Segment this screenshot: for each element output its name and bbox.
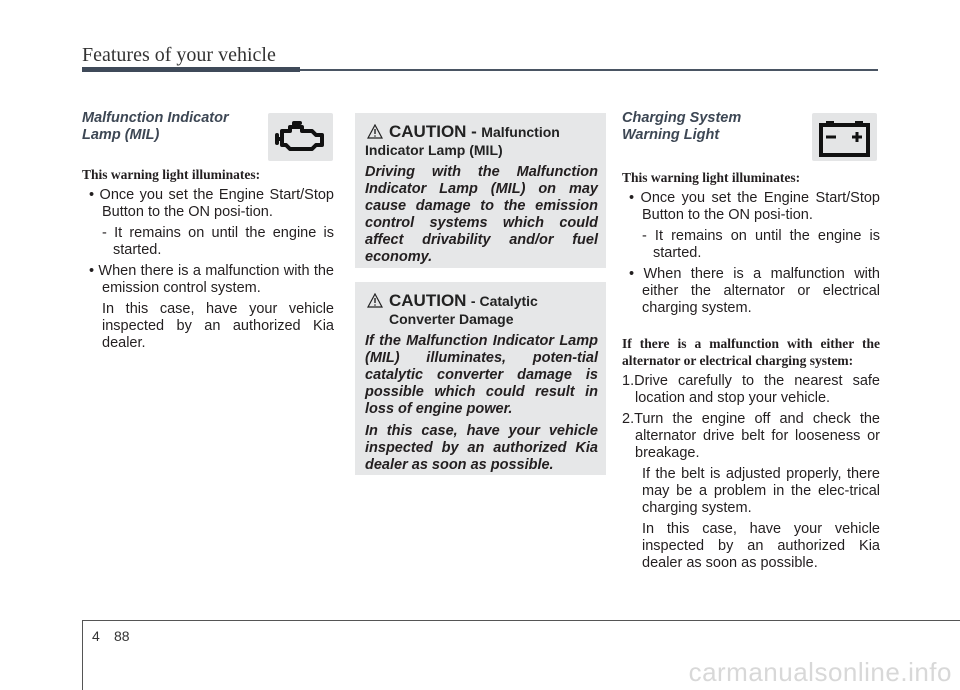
battery-icon <box>812 113 877 161</box>
mil-bullet-1: • Once you set the Engine Start/Stop Button to the ON posi-tion. <box>89 187 335 220</box>
charging-bullet-1: • Once you set the Engine Start/Stop Button to the ON posi-tion. <box>629 190 881 223</box>
charging-section <box>622 110 880 572</box>
charging-bullet-1-text: Once you set the Engine Start/Stop Button to the ON posi-tion. <box>640 190 881 223</box>
engine-check-icon <box>268 113 333 161</box>
mil-title-line2: Lamp (MIL) <box>82 127 160 143</box>
mil-lead: This warning light illuminates: <box>82 167 261 182</box>
charging-step-2: 2.Turn the engine off and check the alternator drive belt for looseness or breakage. <box>622 411 880 461</box>
caution-2-body-2: In this case, have your vehicle inspected by an authorized Kia dealer as soon as possible. <box>365 423 598 473</box>
charging-lead: This warning light illuminates: <box>622 170 801 185</box>
mil-bullet-2: • When there is a malfunction with the emission control system. <box>89 263 334 296</box>
warning-triangle-icon <box>367 124 383 139</box>
charging-bullet-2: • When there is a malfunction with either the alternator or electrical charging system. <box>629 266 880 316</box>
caution-2-label: CAUTION <box>389 291 467 310</box>
watermark: carmanualsonline.info <box>688 657 952 687</box>
charging-step-2-para-1: If the belt is adjusted properly, there may be a problem in the elec-trical charging system. <box>642 466 880 516</box>
header-rule <box>300 69 878 71</box>
charging-title-line1: Charging System <box>622 110 742 126</box>
header-rule-dark <box>82 67 300 72</box>
charging-step-2-para-2: In this case, have your vehicle inspected by an authorized Kia dealer as soon as possible. <box>642 521 880 571</box>
mil-bullet-2-text: When there is a malfunction with the emission control system. <box>98 263 334 296</box>
caution-1-body: Driving with the Malfunction Indicator Lamp (MIL) on may cause damage to the emission control systems which could affect drivability and/or fuel economy. <box>365 164 598 265</box>
charging-bullet-2-text: When there is a malfunction with either the alternator or electrical charging system. <box>642 266 880 316</box>
charging-lead-2: If there is a malfunction with either the alternator or electrical charging system: <box>622 336 880 368</box>
chapter-number: 4 <box>92 628 100 644</box>
page-number: 88 <box>114 628 130 644</box>
mil-bullet-2-para: In this case, have your vehicle inspected by an authorized Kia dealer. <box>102 301 334 351</box>
caution-1-label: CAUTION - <box>389 122 477 141</box>
caution-box-catalytic <box>355 282 606 475</box>
caution-2-title-line2: Converter Damage <box>389 311 514 327</box>
mil-bullet-1-text: Once you set the Engine Start/Stop Button to the ON posi-tion. <box>99 187 335 220</box>
caution-2-title: - Catalytic <box>470 293 538 309</box>
caution-2-body-1: If the Malfunction Indicator Lamp (MIL) illuminates, poten-tial catalytic converter damage is possible which could result in loss of engine power. <box>365 333 598 417</box>
caution-1-title: Malfunction <box>481 124 560 140</box>
page-header-title: Features of your vehicle <box>82 44 276 66</box>
caution-1-title-line2: Indicator Lamp (MIL) <box>365 142 503 158</box>
caution-box-mil <box>355 113 606 268</box>
charging-bullet-1-sub: - It remains on until the engine is started. <box>642 228 880 261</box>
footer-rule <box>82 620 960 621</box>
footer-rule-vertical <box>82 620 83 690</box>
mil-title-line1: Malfunction Indicator <box>82 110 229 126</box>
charging-title-line2: Warning Light <box>622 127 720 143</box>
mil-bullet-1-sub: - It remains on until the engine is started. <box>102 225 334 258</box>
charging-step-1: 1.Drive carefully to the nearest safe location and stop your vehicle. <box>622 373 880 406</box>
warning-triangle-icon <box>367 293 383 308</box>
